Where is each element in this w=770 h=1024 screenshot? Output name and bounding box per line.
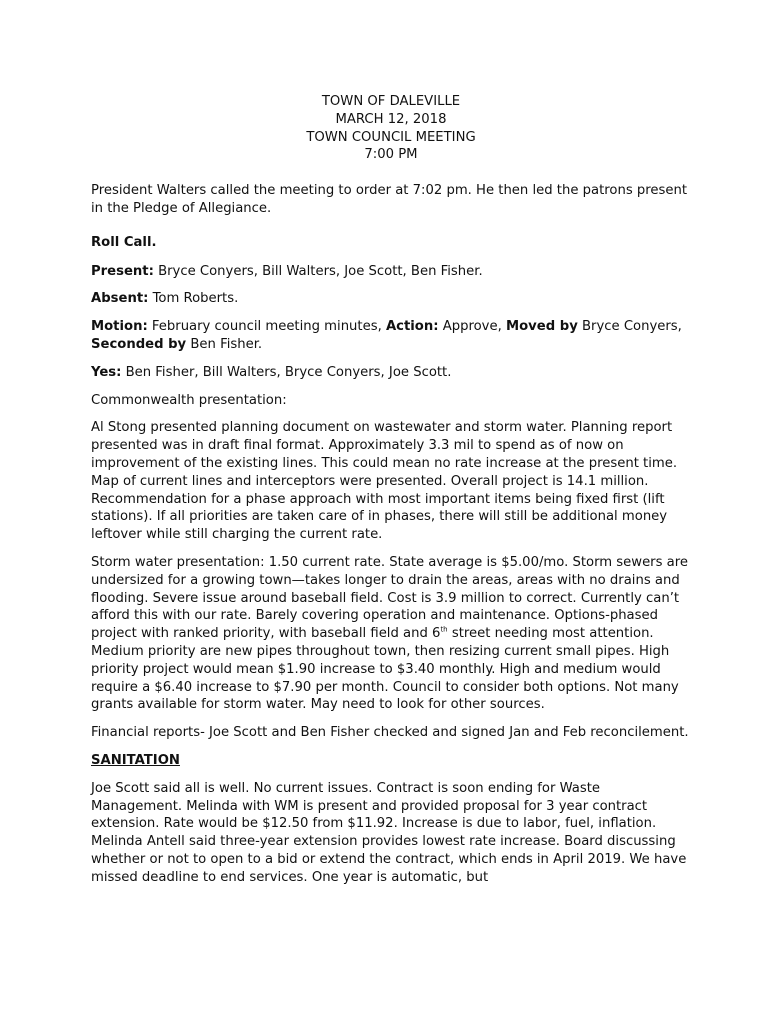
meeting-date: MARCH 12, 2018 — [335, 111, 447, 127]
ordinal-suffix: th — [440, 625, 448, 634]
document-page — [91, 93, 691, 896]
financial-reports-paragraph: Financial reports- Joe Scott and Ben Fisher checked and signed Jan and Feb reconcilement. — [91, 725, 689, 741]
yes-value: Ben Fisher, Bill Walters, Bryce Conyers, Joe Scott. — [121, 364, 452, 380]
roll-call-label: Roll Call. — [91, 234, 157, 250]
yes-vote-line — [91, 364, 691, 382]
storm-water-text-1: Storm water presentation: 1.50 current rate. State average is $5.00/mo. Storm sewers are undersized for a growing town—takes longer to drain the areas, areas with no drains and flooding. Severe issue around baseball field. Cost is 3.9 million to correct. Currently can’t afford this with our rate. Barely covering operation and maintenance. Options-phased project with ranked priority, with baseball field and 6 — [91, 554, 688, 642]
motion-label: Motion: — [91, 319, 148, 335]
sanitation-paragraph: Joe Scott said all is well. No current issues. Contract is soon ending for Waste Management. Melinda with WM is present and provided proposal for 3 year contract extension. Rate would be $12.50 from $11.92. Increase is due to labor, fuel, inflation. Melinda Antell said three-year extension provides lowest rate increase. Board discussing whether or not to open to a bid or extend the contract, which ends in April 2019. We have missed deadline to end services. One year is automatic, but — [91, 780, 687, 885]
absent-line — [91, 290, 691, 308]
sanitation-heading: SANITATION — [91, 752, 180, 768]
storm-water-text-2: street needing most attention. Medium priority are new pipes throughout town, then resizing current small pipes. High priority project would mean $1.90 increase to $3.40 monthly. High and medium would require a $6.40 increase to $7.90 per month. Council to consider both options. Not many grants available for storm water. May need to look for other sources. — [91, 626, 679, 713]
motion-line — [91, 318, 691, 354]
motion-text: February council meeting minutes, — [147, 319, 386, 335]
town-name: TOWN OF DALEVILLE — [321, 94, 461, 109]
yes-label: Yes: — [91, 364, 122, 380]
present-label: Present: — [91, 263, 154, 279]
al-stong-paragraph: Al Stong presented planning document on wastewater and storm water. Planning report presented was in draft final format. Approximately 3.3 mil to spend as of now on improvement of the existing lines. This could mean no rate increase at the present time. Map of current lines and interceptors were presented. Overall project is 14.1 million. Recommendation for a phase approach with most important items being fixed first (lift stations). If all priorities are taken care of in phases, there will still be additional money leftover while still charging the current rate. — [91, 420, 678, 543]
present-value: Bryce Conyers, Bill Walters, Joe Scott, Ben Fisher. — [153, 263, 483, 279]
moved-by-text: Bryce Conyers, — [577, 319, 682, 335]
action-text: Approve, — [438, 319, 506, 335]
roll-call-heading — [91, 234, 691, 252]
seconded-by-label: Seconded by — [91, 336, 187, 352]
moved-by-label: Moved by — [506, 319, 578, 335]
intro-paragraph: President Walters called the meeting to order at 7:02 pm. He then led the patrons present in the Pledge of Allegiance. — [91, 183, 688, 216]
meeting-time: 7:00 PM — [364, 147, 418, 163]
absent-label: Absent: — [91, 291, 149, 307]
storm-water-paragraph — [91, 554, 691, 714]
commonwealth-heading: Commonwealth presentation: — [91, 392, 287, 408]
meeting-title: TOWN COUNCIL MEETING — [306, 129, 476, 145]
present-line — [91, 263, 691, 281]
seconded-by-text: Ben Fisher. — [186, 336, 263, 352]
action-label: Action: — [385, 319, 439, 335]
document-header — [91, 93, 691, 164]
absent-value: Tom Roberts. — [148, 291, 239, 307]
